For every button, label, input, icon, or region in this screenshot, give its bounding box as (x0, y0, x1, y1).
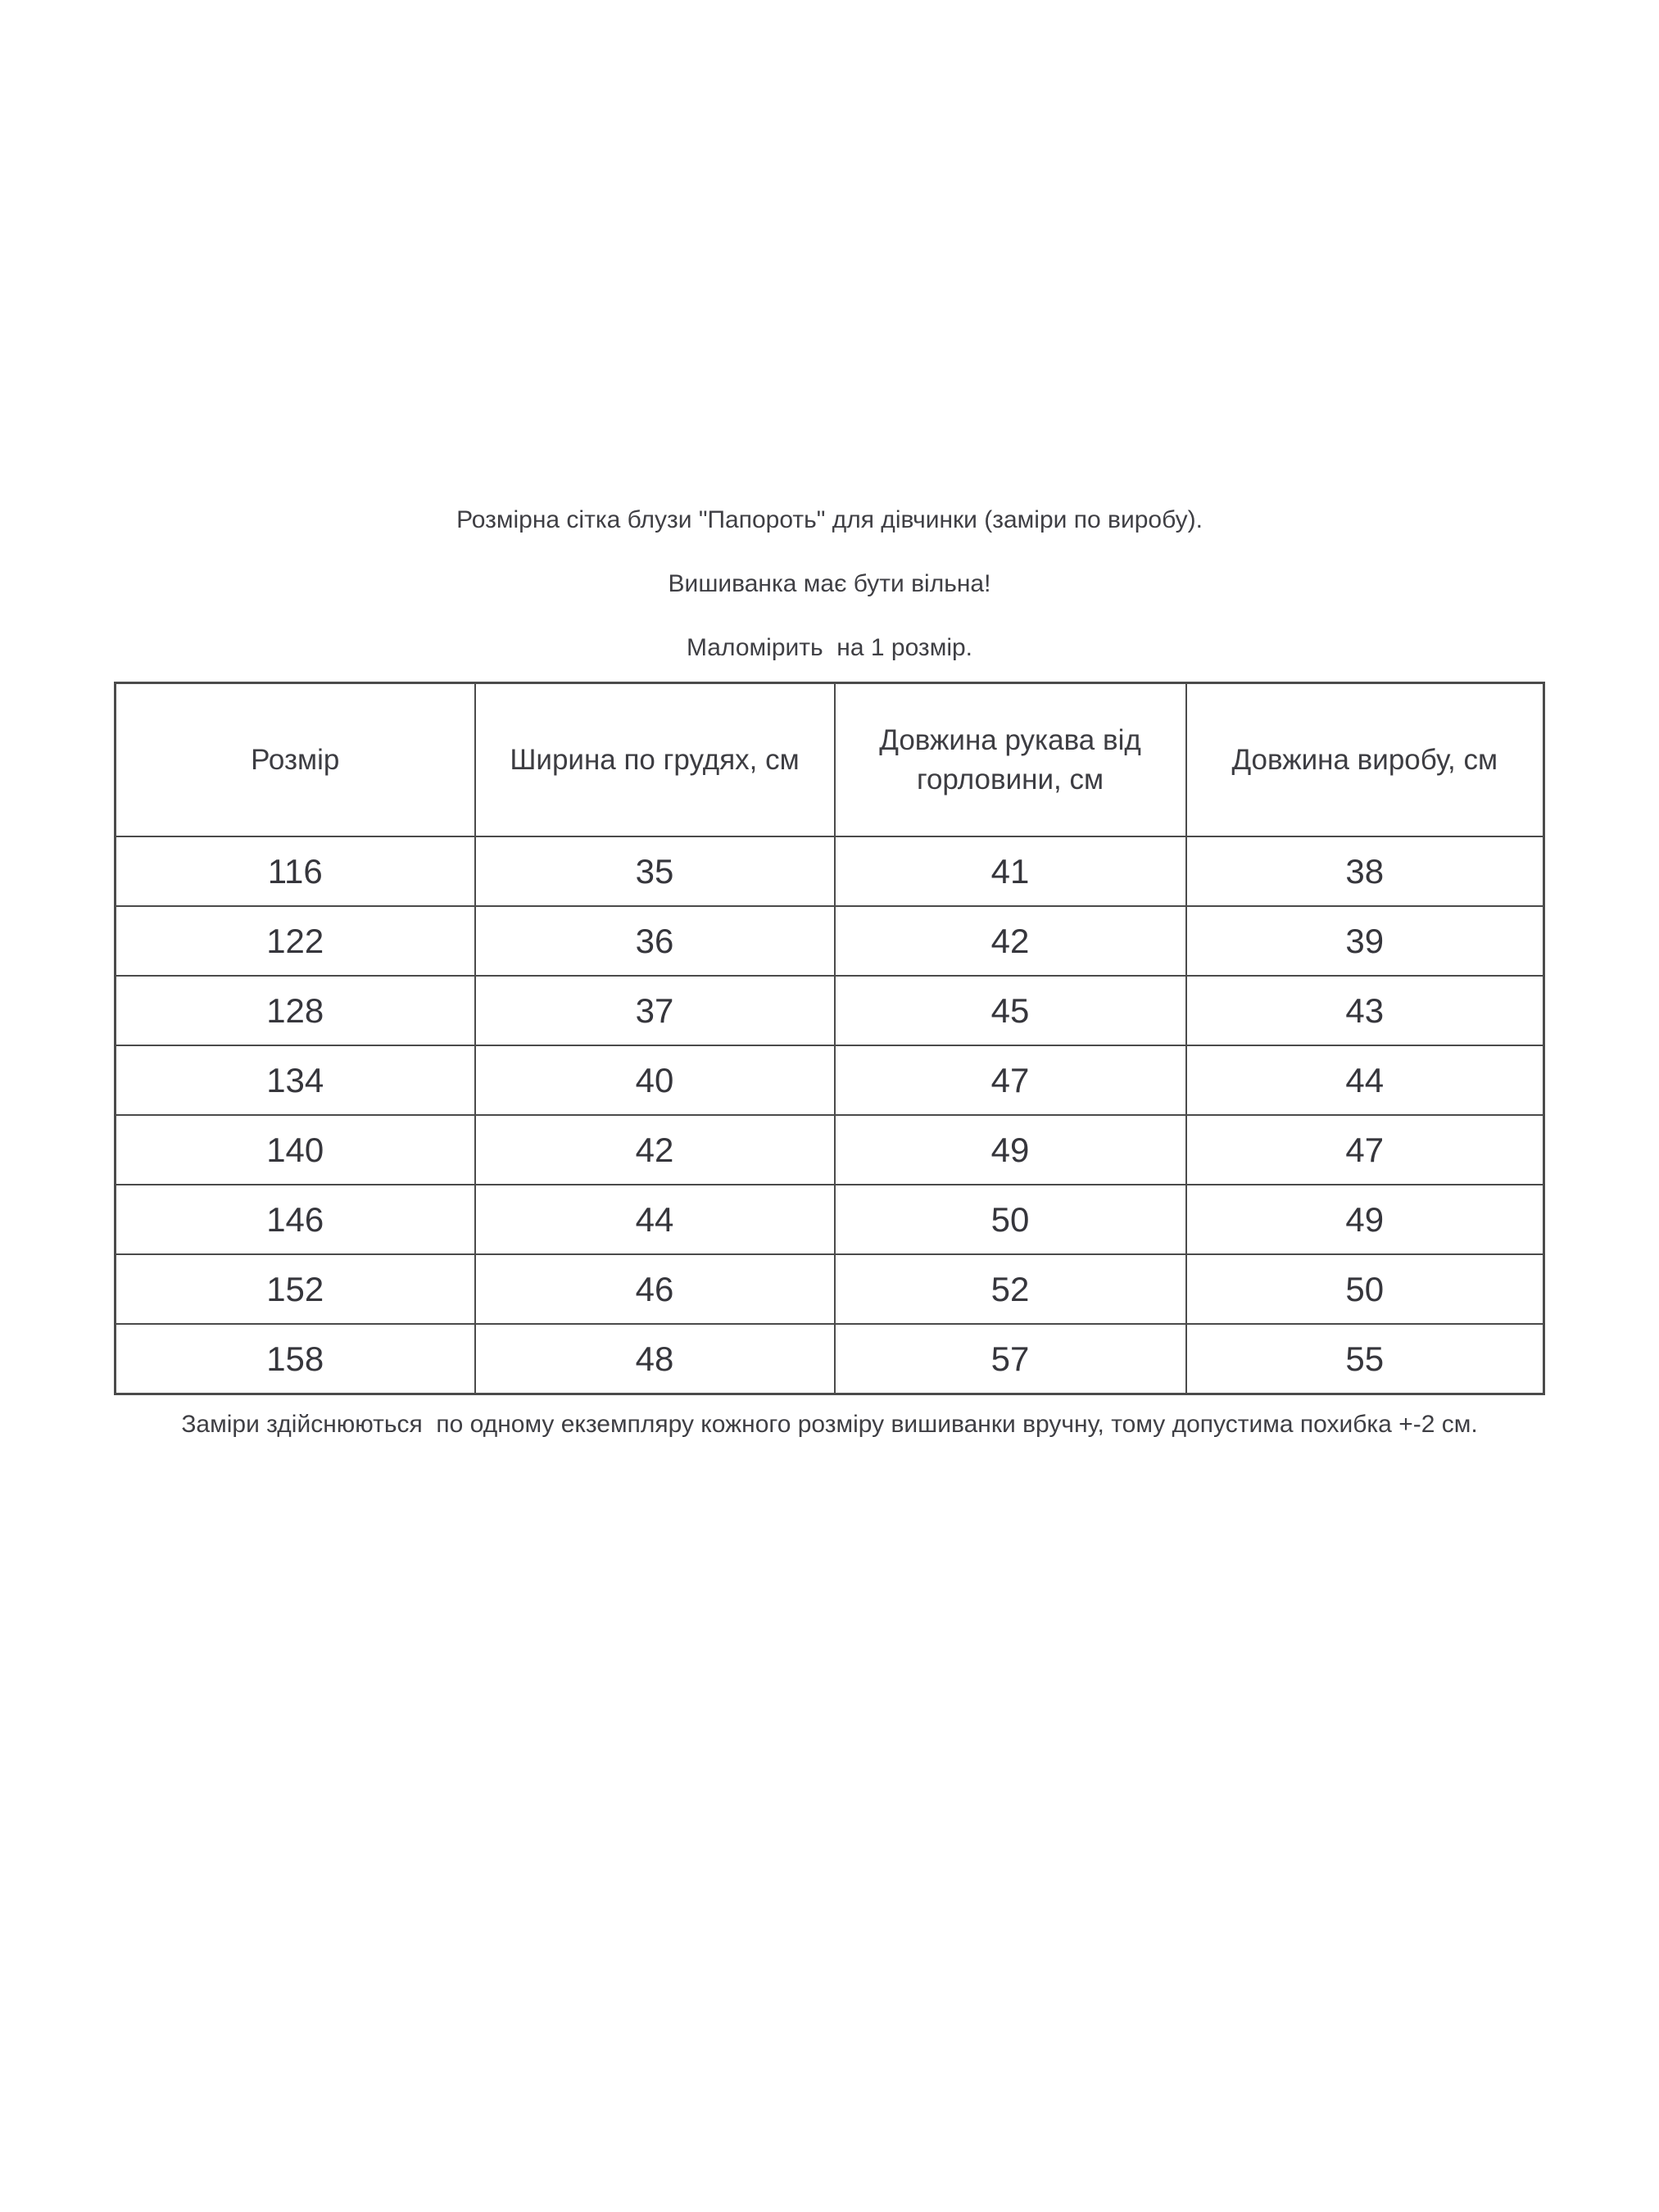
size-cell: 41 (835, 836, 1186, 906)
size-cell: 52 (835, 1254, 1186, 1324)
table-row (116, 1324, 1544, 1394)
size-cell: 40 (475, 1045, 835, 1115)
column-header: Довжина рукава від горловини, см (835, 683, 1186, 837)
size-cell: 152 (116, 1254, 475, 1324)
size-cell: 44 (1186, 1045, 1544, 1115)
size-cell: 158 (116, 1324, 475, 1394)
column-header: Ширина по грудях, см (475, 683, 835, 837)
size-cell: 116 (116, 836, 475, 906)
title-line-2: Вишиванка має бути вільна! (668, 570, 991, 597)
size-cell: 55 (1186, 1324, 1544, 1394)
size-cell: 50 (1186, 1254, 1544, 1324)
size-cell: 122 (116, 906, 475, 976)
size-cell: 48 (475, 1324, 835, 1394)
title-line-1: Розмірна сітка блузи "Папороть" для дівчинки (заміри по виробу). (456, 506, 1203, 533)
table-row (116, 836, 1544, 906)
table-row (116, 1115, 1544, 1185)
size-cell: 49 (835, 1115, 1186, 1185)
size-cell: 44 (475, 1185, 835, 1254)
size-cell: 42 (475, 1115, 835, 1185)
size-chart-table (114, 682, 1545, 1395)
size-cell: 37 (475, 976, 835, 1045)
size-cell: 42 (835, 906, 1186, 976)
table-row (116, 1185, 1544, 1254)
title-block (0, 0, 1659, 680)
size-cell: 38 (1186, 836, 1544, 906)
size-cell: 39 (1186, 906, 1544, 976)
size-cell: 47 (1186, 1115, 1544, 1185)
size-table-head (116, 683, 1544, 837)
size-cell: 43 (1186, 976, 1544, 1045)
size-cell: 128 (116, 976, 475, 1045)
measurement-tolerance-note: Заміри здійснюються по одному екземпляру кожного розміру вишиванки вручну, тому допустима похибка +-2 см. (181, 1411, 1478, 1438)
size-cell: 35 (475, 836, 835, 906)
size-cell: 57 (835, 1324, 1186, 1394)
size-cell: 134 (116, 1045, 475, 1115)
size-cell: 46 (475, 1254, 835, 1324)
title-line-3: Маломірить на 1 розмір. (686, 634, 972, 661)
size-cell: 47 (835, 1045, 1186, 1115)
header-row (116, 683, 1544, 837)
size-cell: 45 (835, 976, 1186, 1045)
size-cell: 49 (1186, 1185, 1544, 1254)
table-row (116, 906, 1544, 976)
table-row (116, 1045, 1544, 1115)
column-header: Довжина виробу, см (1186, 683, 1544, 837)
size-cell: 146 (116, 1185, 475, 1254)
size-table-body (116, 836, 1544, 1394)
size-cell: 140 (116, 1115, 475, 1185)
column-header: Розмір (116, 683, 475, 837)
size-cell: 36 (475, 906, 835, 976)
table-row (116, 976, 1544, 1045)
size-cell: 50 (835, 1185, 1186, 1254)
table-row (116, 1254, 1544, 1324)
